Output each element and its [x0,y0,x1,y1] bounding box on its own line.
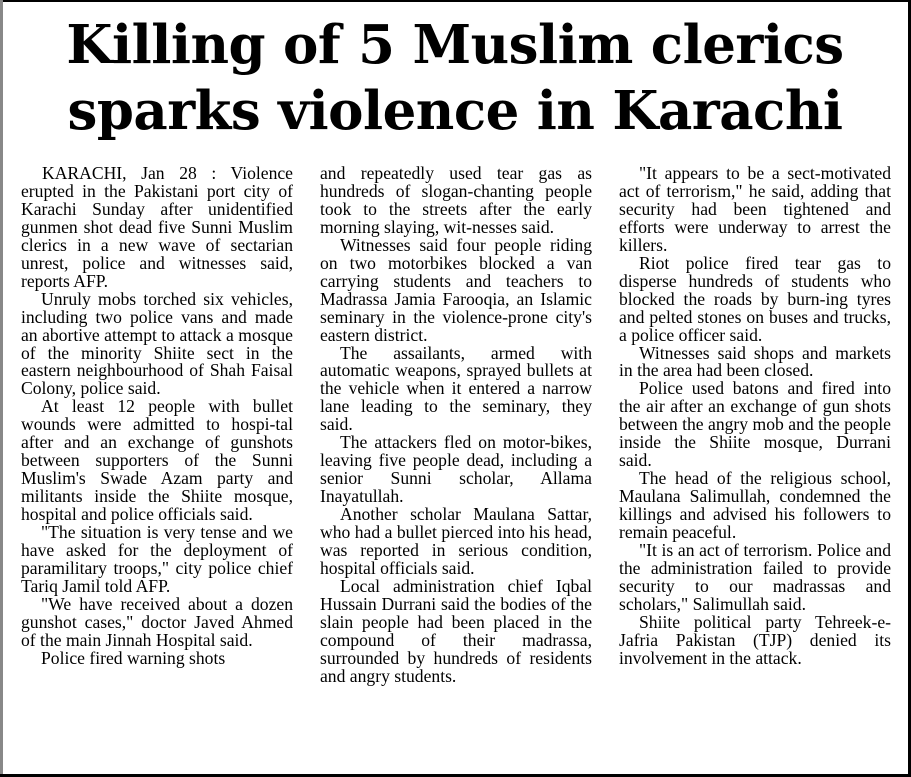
paragraph: "We have received about a dozen gunshot cases," doctor Javed Ahmed of the main Jinnah Hospital said. [21,593,293,650]
paragraph: "The situation is very tense and we have asked for the deployment of paramilitary troops," city police chief Tariq Jamil told AFP. [21,522,293,596]
paragraph: The attackers fled on motor-bikes, leaving five people dead, including a senior Sunni scholar, Allama Inayatullah. [320,432,592,507]
paragraph: The assailants, armed with automatic weapons, sprayed bullets at the vehicle when it entered a narrow lane leading to the seminary, they said. [320,342,592,435]
paragraph: Shiite political party Tehreek-e-Jafria Pakistan (TJP) denied its involvement in the attack. [619,611,891,668]
headline: Killing of 5 Muslim clerics sparks violence in Karachi [66,14,844,142]
paragraph: Local administration chief Iqbal Hussain Durrani said the bodies of the slain people had been placed in the compound of their madrassa, surrounded by hundreds of residents and angry students. [320,575,592,686]
paragraph: Witnesses said shops and markets in the area had been closed. [619,342,891,381]
paragraph: Police fired warning shots [41,647,226,668]
paragraph: "It is an act of terrorism. Police and the administration failed to provide security to our madrassas and scholars," Salimullah said. [619,540,891,614]
column-3 [619,165,891,765]
paragraph: and repeatedly used tear gas as hundreds of slogan-chanting people took to the streets after the early morning slaying, wit-nesses said. [320,163,592,237]
paragraph: Police used batons and fired into the air after an exchange of gun shots between the angry mob and the people inside the Shiite mosque, Durrani said. [619,378,891,471]
paragraph: Riot police fired tear gas to disperse hundreds of students who blocked the roads by burn-ing tyres and pelted stones on buses and trucks, a police officer said. [619,252,891,345]
paragraph: Another scholar Maulana Sattar, who had a bullet pierced into his head, was reported in serious condition, hospital officials said. [320,504,592,578]
column-1 [21,165,293,765]
left-border [0,0,3,777]
column-2 [320,165,592,765]
paragraph: "It appears to be a sect-motivated act of terrorism," he said, adding that security had been tightened and efforts were underway to arrest the killers. [619,163,891,255]
paragraph: Unruly mobs torched six vehicles, including two police vans and made an abortive attempt to attack a mosque of the minority Shiite sect in the eastern neighbourhood of Shah Faisal Colony, police said. [21,288,293,399]
paragraph: At least 12 people with bullet wounds were admitted to hospi-tal after and an exchange of gunshots between supporters of the Sunni Muslim's Swade Azam party and militants inside the Shiite mosque, hospital and police officials said. [21,396,293,525]
article-body [21,165,891,765]
paragraph: The head of the religious school, Maulana Salimullah, condemned the killings and advised his followers to remain peaceful. [619,468,891,543]
paragraph: Witnesses said four people riding on two motorbikes blocked a van carrying students and teachers to Madrassa Jamia Farooqia, an Islamic seminary in the violence-prone city's eastern district. [320,234,592,345]
paragraph: KARACHI, Jan 28 : Violence erupted in the Pakistani port city of Karachi Sunday after unidentified gunmen shot dead five Sunni Muslim clerics in a new wave of sectarian unrest, police and witnesses said, reports AFP. [21,163,293,291]
top-border [0,0,911,2]
